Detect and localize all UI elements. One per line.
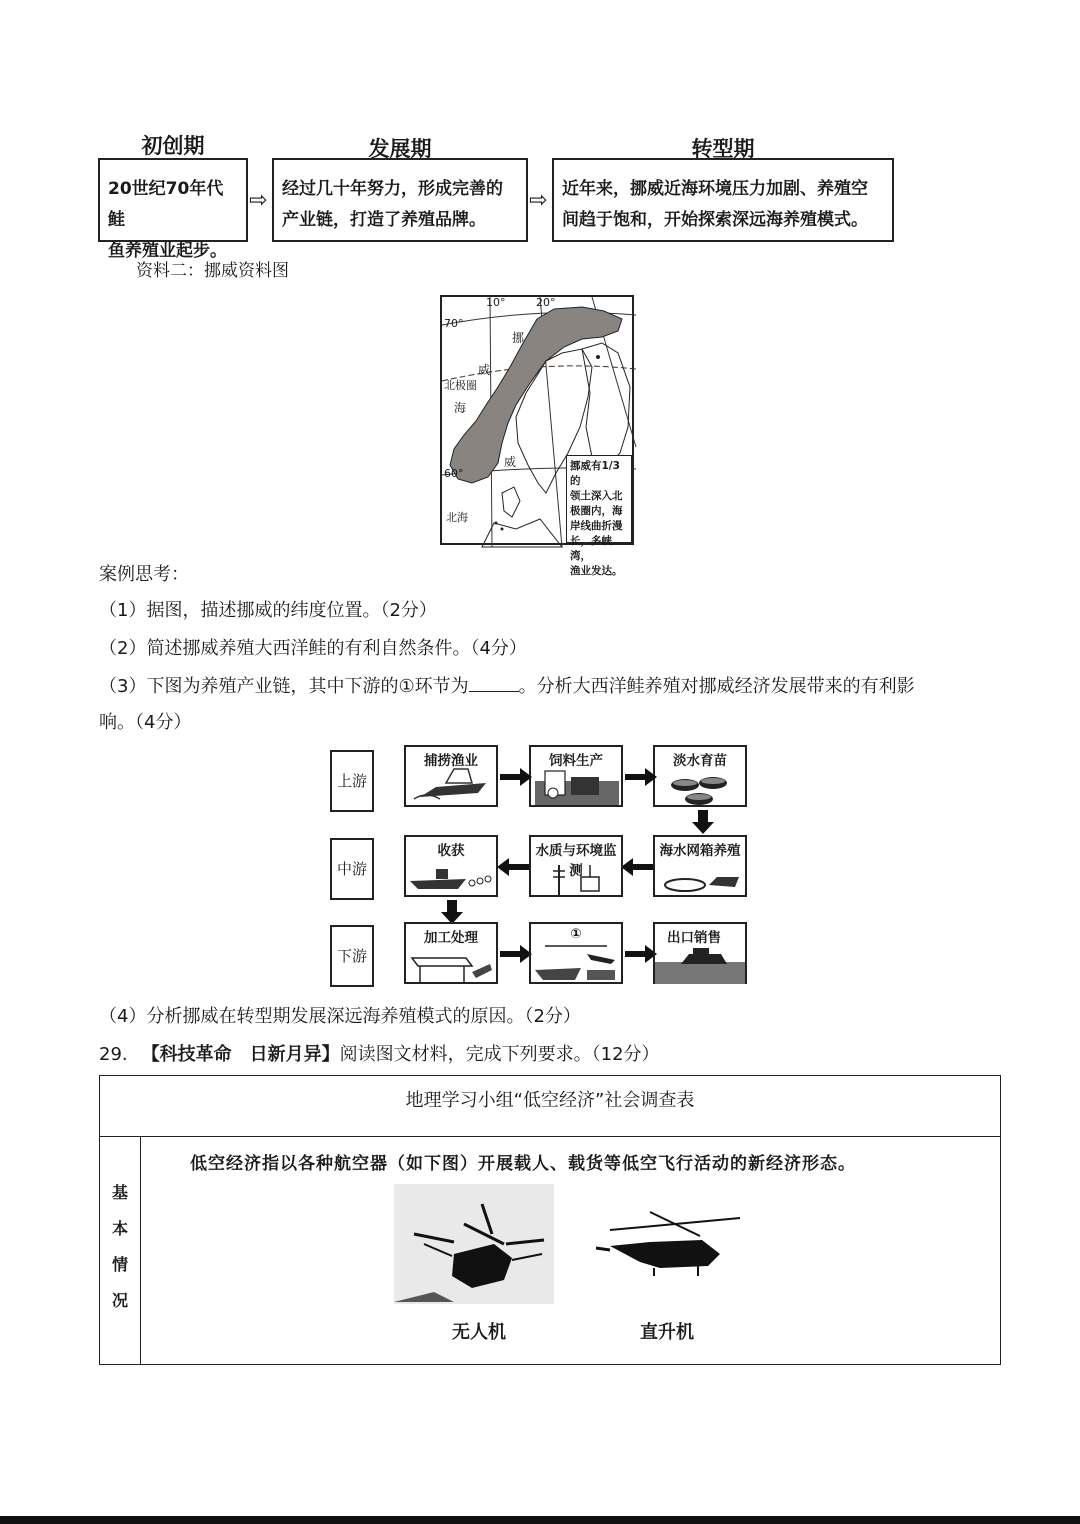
stage-3-line-2: 间趋于饱和，开始探索深远海养殖模式。 — [562, 210, 868, 230]
harvest-ship-icon — [406, 837, 496, 897]
survey-side-char-1: 基 — [111, 1183, 128, 1202]
stage-box-1 — [98, 158, 248, 261]
map-note-line-6: 渔业发达。 — [570, 565, 623, 577]
chain-box-processing — [404, 922, 498, 984]
stage-title-1: 初创期 — [141, 134, 205, 158]
stage-1-line-1: 20世纪70年代鲑 — [108, 179, 224, 230]
caption-helicopter: 直升机 — [640, 1322, 694, 1343]
chain-label-feed: 饲料生产 — [549, 753, 603, 769]
transport-icon — [531, 924, 621, 984]
map-note — [566, 455, 632, 577]
norway-map — [440, 295, 634, 577]
arrow-1: ⇨ — [249, 188, 268, 213]
survey-side-char-3: 情 — [111, 1255, 128, 1274]
drone-photo — [394, 1184, 554, 1304]
chain-box-blank — [529, 922, 623, 984]
question-29-text: 阅读图文材料，完成下列要求。（12分） — [339, 1044, 660, 1065]
question-4: （4）分析挪威在转型期发展深远海养殖模式的原因。（2分） — [99, 1006, 581, 1027]
map-name-wei-2: 威 — [504, 455, 517, 469]
survey-table — [99, 1075, 1001, 1365]
chain-label-fishing: 捕捞渔业 — [424, 753, 478, 769]
chain-label-harvest: 收获 — [437, 843, 465, 859]
survey-side-char-2: 本 — [111, 1219, 128, 1238]
caption-drone: 无人机 — [452, 1322, 506, 1343]
helicopter-icon — [590, 1206, 750, 1286]
survey-title: 地理学习小组“低空经济”社会调查表 — [100, 1076, 1000, 1137]
map-name-wei: 威 — [478, 363, 491, 377]
chain-label-cage-farming: 海水网箱养殖 — [659, 843, 741, 859]
map-note-line-1: 挪威有1/3的 — [570, 460, 620, 487]
map-arctic-circle-label: 北极圈 — [444, 379, 477, 392]
chain-label-hatchery: 淡水育苗 — [673, 753, 727, 769]
question-29-number: 29. — [99, 1044, 128, 1065]
lat-label-70: 70° — [444, 317, 464, 330]
question-3-line-2: 响。（4分） — [99, 712, 192, 733]
survey-side-label — [100, 1136, 141, 1364]
sea-cage-icon — [655, 837, 745, 897]
question-3 — [99, 672, 915, 698]
question-2: （2）简述挪威养殖大西洋鲑的有利自然条件。（4分） — [99, 638, 527, 659]
question-29-tag: 【科技革命 日新月异】 — [141, 1044, 340, 1065]
monitoring-station-icon — [531, 837, 621, 897]
map-north-sea-label: 北海 — [446, 511, 468, 524]
chain-side-midstream: 中游 — [330, 838, 374, 900]
question-3-before: （3）下图为养殖产业链，其中下游的①环节为 — [99, 676, 469, 697]
processing-line-icon — [406, 924, 496, 984]
map-note-line-5: 长，多峡湾， — [570, 535, 612, 562]
stage-1-line-2: 鱼养殖业起步。 — [108, 241, 227, 261]
chain-label-processing: 加工处理 — [424, 930, 478, 946]
map-note-line-2: 领土深入北 — [570, 490, 623, 502]
map-name-hai: 海 — [454, 401, 467, 415]
chain-label-blank: ① — [570, 926, 582, 942]
map-name-nuo: 挪 — [512, 331, 525, 345]
chain-box-monitoring — [529, 835, 623, 897]
chain-box-export — [653, 922, 747, 984]
question-1: （1）据图，描述挪威的纬度位置。（2分） — [99, 600, 437, 621]
chain-box-cage-farming — [653, 835, 747, 897]
survey-intro: 低空经济指以各种航空器（如下图）开展载人、载货等低空飞行活动的新经济形态。 — [190, 1154, 856, 1174]
lat-label-60: 60° — [444, 467, 464, 480]
page-bottom-edge — [0, 1516, 1080, 1524]
chain-side-upstream: 上游 — [330, 750, 374, 812]
lon-label-20: 20° — [536, 296, 556, 309]
chain-side-downstream: 下游 — [330, 925, 374, 987]
stage-3-line-1: 近年来，挪威近海环境压力加剧、养殖空 — [562, 179, 868, 199]
chain-label-export: 出口销售 — [667, 930, 721, 946]
stage-box-3 — [552, 158, 894, 242]
survey-side-char-4: 况 — [111, 1291, 128, 1310]
chain-box-harvest — [404, 835, 498, 897]
stage-2-line-1: 经过几十年努力，形成完善的 — [282, 179, 503, 199]
question-29-header — [99, 1040, 660, 1066]
case-heading: 案例思考： — [99, 564, 189, 585]
stage-title-2: 发展期 — [368, 137, 432, 161]
answer-blank[interactable] — [469, 673, 519, 692]
stage-box-2 — [272, 158, 528, 242]
export-ship-icon — [655, 924, 745, 984]
lon-label-10: 10° — [486, 296, 506, 309]
stage-2-line-2: 产业链，打造了养殖品牌。 — [282, 210, 486, 230]
chain-label-monitoring: 水质与环境监测 — [535, 843, 617, 879]
map-note-line-3: 极圈内，海 — [570, 505, 623, 517]
material2-label: 资料二：挪威资料图 — [136, 261, 289, 281]
stage-title-3: 转型期 — [691, 137, 755, 161]
helicopter-photo — [590, 1206, 750, 1286]
drone-icon — [394, 1184, 554, 1304]
question-3-after: 。分析大西洋鲑养殖对挪威经济发展带来的有利影 — [518, 676, 915, 697]
arrow-2: ⇨ — [529, 188, 548, 213]
map-note-line-4: 岸线曲折漫 — [570, 520, 623, 532]
